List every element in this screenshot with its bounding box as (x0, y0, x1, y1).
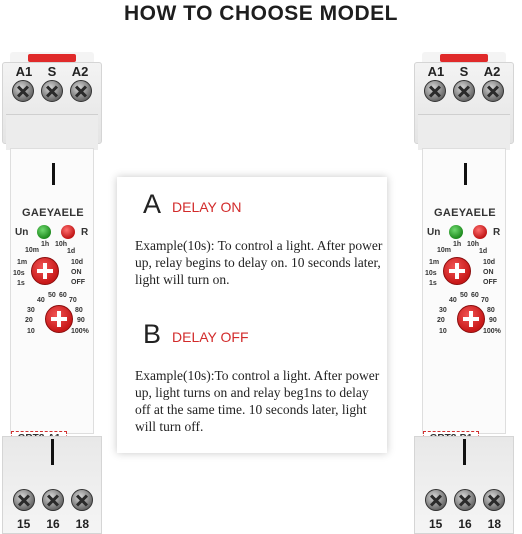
scale-label: 1s (429, 280, 437, 287)
screw-icon (482, 80, 504, 102)
section-a-example: Example(10s): To control a light. After power up, relay begins to delay on. 10 seconds later, light will turn on. (135, 238, 383, 287)
screw-icon (70, 80, 92, 102)
scale-label: 1d (479, 248, 488, 255)
scale-label: 1d (67, 248, 76, 255)
screw-icon (425, 489, 447, 511)
terminal-label: 18 (75, 517, 89, 531)
scale-label: 50 (460, 292, 468, 299)
screw-icon (454, 489, 476, 511)
terminal-label: A2 (71, 64, 89, 79)
scale-label: 1h (41, 241, 50, 248)
screw-icon (71, 489, 93, 511)
green-led-icon (37, 225, 51, 239)
top-screws (420, 80, 508, 106)
screw-icon (12, 80, 34, 102)
brand-label: GAEYAELE (22, 207, 84, 219)
scale-label: 10 (27, 328, 35, 335)
scale-label: 70 (481, 297, 489, 304)
top-terminal-labels (414, 64, 514, 79)
led-row (427, 225, 503, 241)
led-un-label: Un (427, 227, 441, 238)
relay-device-a1 (2, 52, 102, 534)
scale-label: 40 (37, 297, 45, 304)
scale-label: 1h (453, 241, 462, 248)
screw-icon (483, 489, 505, 511)
scale-label: 80 (487, 307, 495, 314)
bottom-terminal-labels (3, 517, 103, 531)
scale-label: 10h (55, 241, 68, 248)
led-un-label: Un (15, 227, 29, 238)
terminal-label: 16 (458, 517, 472, 531)
relay-body (10, 148, 94, 434)
scale-label: 10h (467, 241, 480, 248)
scale-label: 20 (25, 317, 33, 324)
section-a-letter: A (143, 189, 162, 219)
red-led-icon (61, 225, 75, 239)
terminal-label: S (459, 64, 469, 79)
bottom-terminal-block (414, 436, 514, 534)
screw-icon (42, 489, 64, 511)
section-b-title: DELAY OFF (172, 329, 249, 345)
scale-label: 10m (437, 247, 452, 254)
scale-label: 10d (71, 259, 84, 266)
terminal-label: A1 (15, 64, 33, 79)
scale-label: 40 (449, 297, 457, 304)
scale-label: 10m (25, 247, 40, 254)
top-screws (8, 80, 96, 106)
scale-label: OFF (483, 279, 497, 286)
scale-label: 10s (425, 270, 437, 277)
red-led-icon (473, 225, 487, 239)
scale-label: 30 (27, 307, 35, 314)
scale-label: 10d (483, 259, 496, 266)
time-range-knob[interactable] (443, 257, 471, 285)
scale-label: 80 (75, 307, 83, 314)
scale-label: 50 (48, 292, 56, 299)
scale-label: 70 (69, 297, 77, 304)
scale-label: OFF (71, 279, 85, 286)
scale-label: 10 (439, 328, 447, 335)
scale-label: ON (71, 269, 82, 276)
scale-label: 10s (13, 270, 25, 277)
section-b-letter: B (143, 319, 162, 349)
terminal-label: A2 (483, 64, 501, 79)
terminal-label: A1 (427, 64, 445, 79)
section-a-title: DELAY ON (172, 199, 242, 215)
bottom-terminal-block (2, 436, 102, 534)
scale-label: 1m (17, 259, 28, 266)
bottom-terminal-labels (415, 517, 515, 531)
led-row (15, 225, 91, 241)
terminal-label: 15 (16, 517, 31, 531)
bottom-screws (9, 489, 97, 515)
scale-label: 1m (429, 259, 440, 266)
bottom-screws (421, 489, 509, 515)
relay-body (422, 148, 506, 434)
top-terminal-labels (2, 64, 102, 79)
time-range-knob[interactable] (31, 257, 59, 285)
screw-icon (424, 80, 446, 102)
relay-device-b1 (414, 52, 514, 534)
green-led-icon (449, 225, 463, 239)
screw-icon (453, 80, 475, 102)
scale-label: 100% (483, 328, 501, 335)
percent-knob[interactable] (457, 305, 485, 333)
scale-label: 60 (471, 292, 479, 299)
scale-label: 90 (489, 317, 497, 324)
section-b-example: Example(10s):To control a light. After power up, light turns on and relay beg1ns to delay off at the same time. 10 seconds later, light will turn off. (135, 368, 380, 434)
scale-label: ON (483, 269, 494, 276)
terminal-label: 18 (487, 517, 501, 531)
terminal-label: 16 (46, 517, 60, 531)
scale-label: 1s (17, 280, 25, 287)
scale-label: 20 (437, 317, 445, 324)
model-description-card (117, 177, 387, 453)
scale-label: 100% (71, 328, 89, 335)
terminal-label: 15 (428, 517, 443, 531)
led-r-label: R (81, 227, 89, 238)
brand-label: GAEYAELE (434, 207, 496, 219)
led-r-label: R (493, 227, 501, 238)
page-title: HOW TO CHOOSE MODEL (124, 2, 398, 25)
scale-label: 60 (59, 292, 67, 299)
percent-knob[interactable] (45, 305, 73, 333)
screw-icon (41, 80, 63, 102)
terminal-label: S (47, 64, 57, 79)
scale-label: 30 (439, 307, 447, 314)
screw-icon (13, 489, 35, 511)
scale-label: 90 (77, 317, 85, 324)
